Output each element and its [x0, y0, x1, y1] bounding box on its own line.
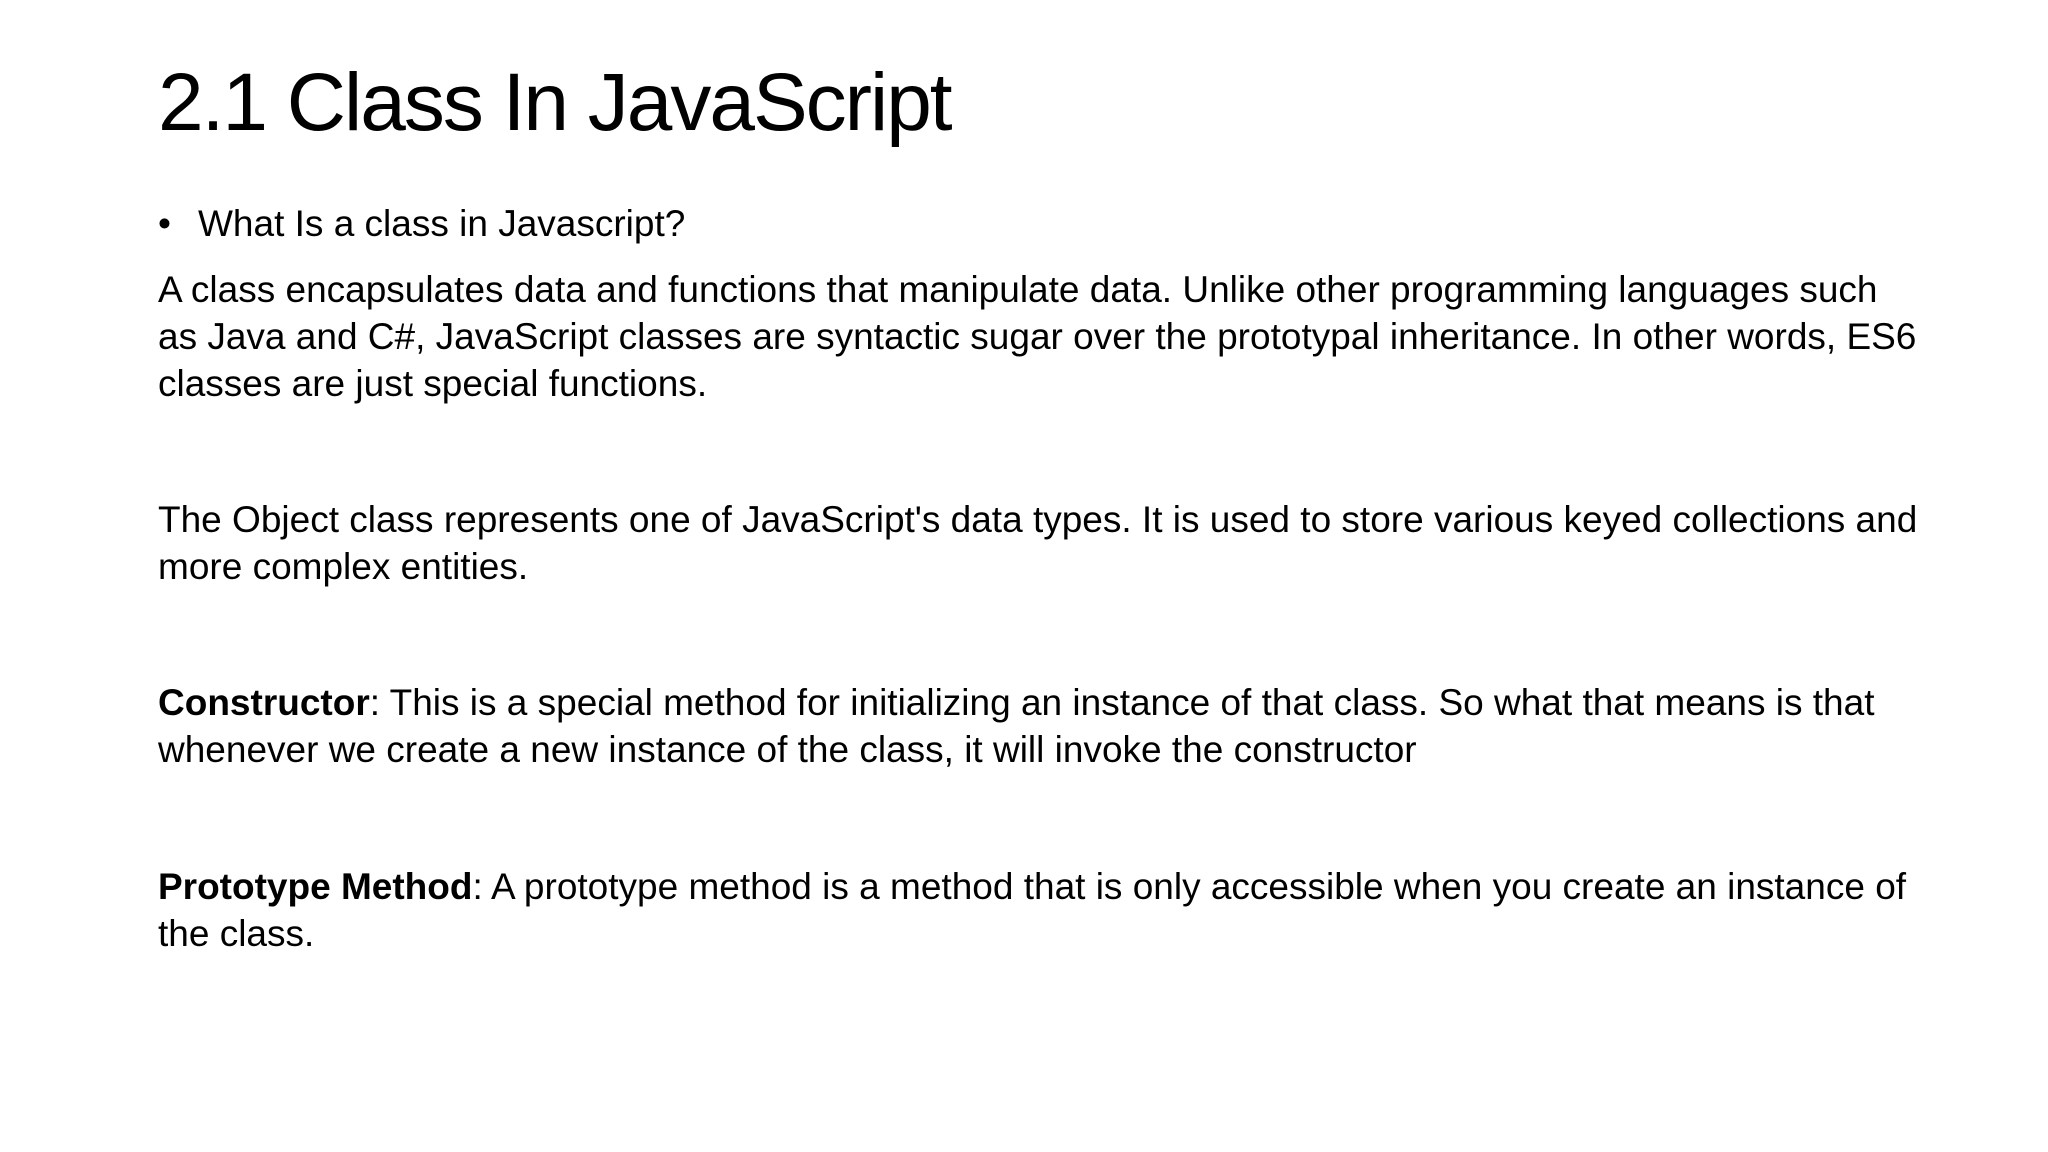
bullet-marker: •	[158, 203, 171, 244]
class-definition-paragraph: A class encapsulates data and functions that manipulate data. Unlike other programming languages such as Java and C#, JavaScript classes are syntactic sugar over the prototypal inheritance. In other words, ES6 classes are just special functions.	[158, 269, 1917, 404]
constructor-paragraph	[158, 679, 1918, 773]
prototype-method-paragraph	[158, 863, 1918, 957]
prototype-method-term: Prototype Method	[158, 866, 473, 907]
constructor-text: : This is a special method for initializing an instance of that class. So what that means is that whenever we create a new instance of the class, it will invoke the constructor	[158, 682, 1875, 770]
slide-body	[158, 200, 1918, 957]
prototype-method-text: : A prototype method is a method that is only accessible when you create an instance of the class.	[158, 866, 1907, 954]
slide-title: 2.1 Class In JavaScript	[158, 57, 951, 148]
constructor-term: Constructor	[158, 682, 370, 723]
object-class-paragraph: The Object class represents one of JavaScript's data types. It is used to store various keyed collections and more complex entities.	[158, 499, 1918, 587]
bullet-text: What Is a class in Javascript?	[198, 203, 686, 244]
bullet-item	[158, 200, 1918, 247]
